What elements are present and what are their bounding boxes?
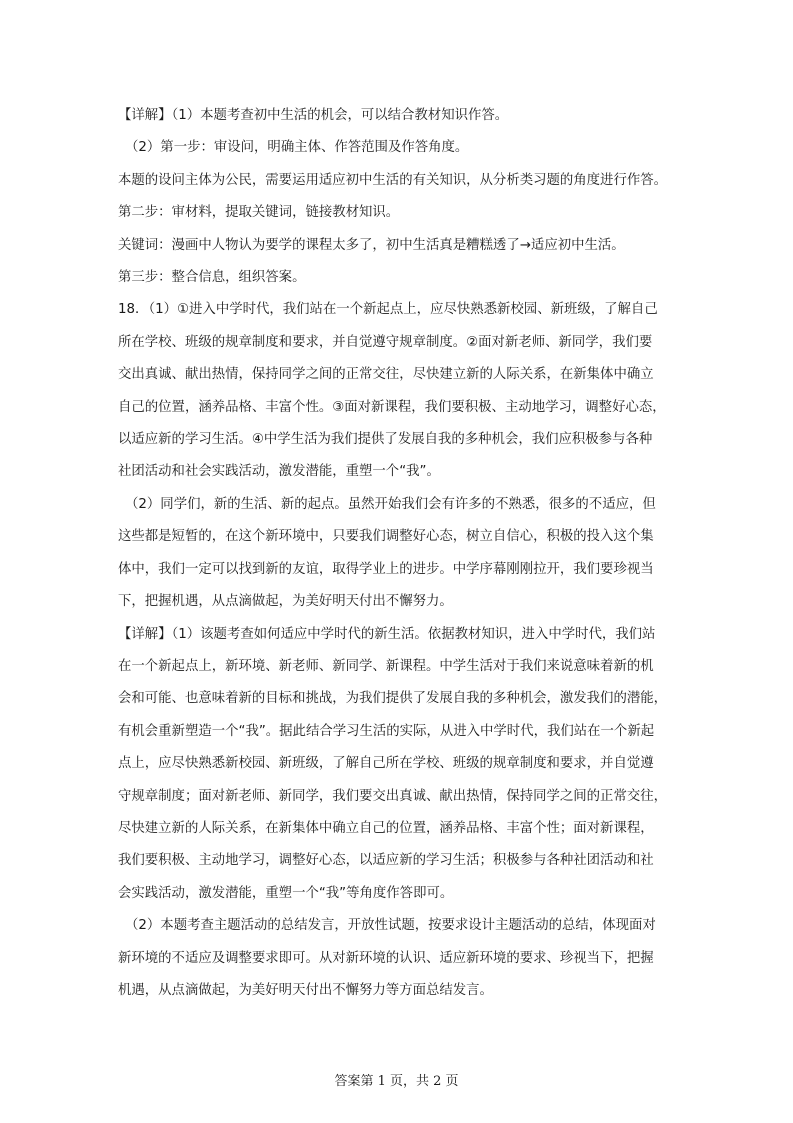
text-line: 交出真诚、献出热情，保持同学之间的正常交往，尽快建立新的人际关系，在新集体中确立 xyxy=(118,367,654,383)
text-line: 我们要积极、主动地学习，调整好心态，以适应新的学习生活；积极参与各种社团活动和社 xyxy=(118,853,654,869)
text-line: 这些都是短暂的，在这个新环境中，只要我们调整好心态，树立自信心，积极的投入这个集 xyxy=(118,529,654,545)
text-line: 社团活动和社会实践活动，激发潜能，重塑一个“我”。 xyxy=(118,464,440,480)
text-line: 本题的设问主体为公民，需要运用适应初中生活的有关知识，从分析类习题的角度进行作答。 xyxy=(118,172,668,188)
text-line: 会实践活动，激发潜能，重塑一个“我”等角度作答即可。 xyxy=(118,885,454,901)
text-line: 自己的位置，涵养品格、丰富个性。③面对新课程，我们要积极、主动地学习，调整好心态， xyxy=(118,399,666,415)
text-line: 关键词：漫画中人物认为要学的课程太多了，初中生活真是糟糕透了→适应初中生活。 xyxy=(118,237,625,253)
text-line: 下，把握机遇，从点滴做起，为美好明天付出不懈努力。 xyxy=(118,594,453,610)
text-line: 点上，应尽快熟悉新校园、新班级，了解自己所在学校、班级的规章制度和要求，并自觉遵 xyxy=(118,756,654,772)
answer-text xyxy=(118,100,688,1007)
page-footer: 答案第 1 页，共 2 页 xyxy=(334,1074,459,1089)
text-line: 会和可能、也意味着新的目标和挑战，为我们提供了发展自我的多种机会，激发我们的潜能， xyxy=(118,691,668,707)
text-line: 机遇，从点滴做起，为美好明天付出不懈努力等方面总结发言。 xyxy=(118,982,493,998)
text-line: 有机会重新塑造一个“我”。据此结合学习生活的实际，从进入中学时代，我们站在一个新起 xyxy=(118,723,655,739)
text-line: 【详解】（1）本题考查初中生活的机会，可以结合教材知识作答。 xyxy=(118,108,509,123)
text-line: 体中，我们一定可以找到新的友谊，取得学业上的进步。中学序幕刚刚拉开，我们要珍视当 xyxy=(118,561,654,577)
text-line: 【详解】（1）该题考查如何适应中学时代的新生活。依据教材知识，进入中学时代，我们站 xyxy=(118,626,656,642)
text-line: 所在学校、班级的规章制度和要求，并自觉遵守规章制度。②面对新老师、新同学，我们要 xyxy=(118,334,653,350)
text-line: 在一个新起点上，新环境、新老师、新同学、新课程。中学生活对于我们来说意味着新的机 xyxy=(118,658,654,674)
text-line: （2）本题考查主题活动的总结发言，开放性试题，按要求设计主题活动的总结，体现面对 xyxy=(125,918,656,934)
text-line: 第三步：整合信息，组织答案。 xyxy=(118,270,306,286)
text-line: 以适应新的学习生活。④中学生活为我们提供了发展自我的多种机会，我们应积极参与各种 xyxy=(118,432,653,448)
text-line: （2）第一步：审设问，明确主体、作答范围及作答角度。 xyxy=(125,140,469,156)
text-line: 第二步：审材料，提取关键词，链接教材知识。 xyxy=(118,205,400,221)
text-line: 尽快建立新的人际关系，在新集体中确立自己的位置，涵养品格、丰富个性；面对新课程， xyxy=(118,820,654,836)
text-line: 守规章制度；面对新老师、新同学，我们要交出真诚、献出热情，保持同学之间的正常交往， xyxy=(118,788,668,804)
text-line: （2）同学们，新的生活、新的起点。虽然开始我们会有许多的不熟悉，很多的不适应，但 xyxy=(125,496,656,512)
text-line: 18．（1）①进入中学时代，我们站在一个新起点上，应尽快熟悉新校园、新班级，了解自己 xyxy=(118,302,658,318)
text-line: 新环境的不适应及调整要求即可。从对新环境的认识、适应新环境的要求、珍视当下，把握 xyxy=(118,950,654,966)
